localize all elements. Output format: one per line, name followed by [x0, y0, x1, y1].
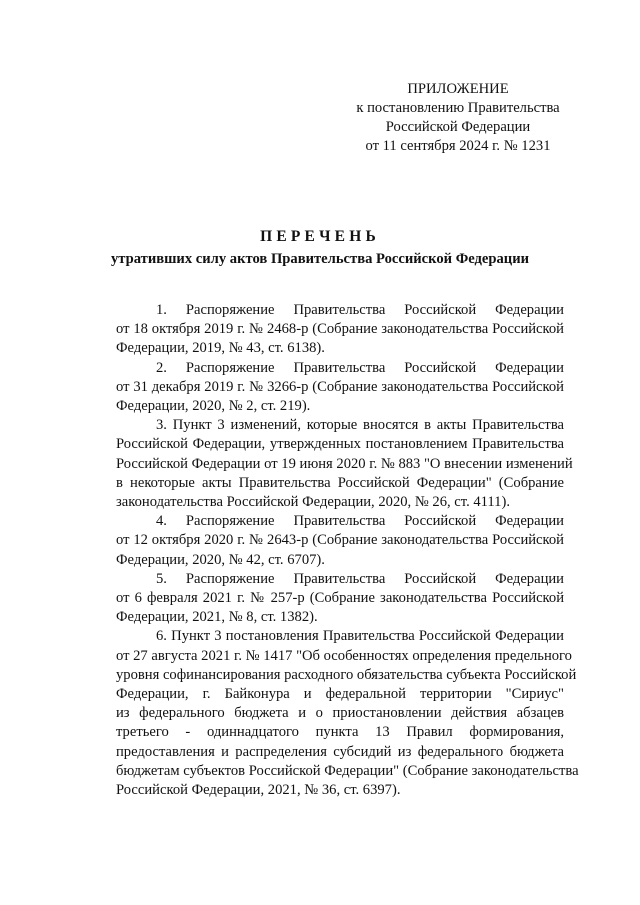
item-line: 4. Распоряжение Правительства Российской Федерации — [156, 513, 564, 530]
document-title: ПЕРЕЧЕНЬ — [260, 228, 380, 245]
acts-list — [76, 301, 579, 800]
list-item — [76, 570, 564, 628]
item-line: законодательства Российской Федерации, 2020, № 26, ст. 4111). — [116, 494, 510, 511]
item-line: Российской Федерации, 2021, № 36, ст. 6397). — [116, 782, 401, 799]
item-line: Федерации, 2021, № 8, ст. 1382). — [116, 609, 318, 626]
item-line: 5. Распоряжение Правительства Российской Федерации — [156, 570, 564, 587]
item-line: в некоторые акты Правительства Российской Федерации" (Собрание — [116, 474, 564, 491]
item-line: от 31 декабря 2019 г. № 3266-р (Собрание законодательства Российской — [116, 378, 564, 395]
appendix-label: ПРИЛОЖЕНИЕ — [407, 81, 509, 97]
item-line: предоставления и распределения субсидий из федерального бюджета — [116, 743, 564, 760]
item-line: уровня софинансирования расходного обязательства субъекта Российской — [116, 666, 577, 683]
item-line: 6. Пункт 3 постановления Правительства Российской Федерации — [156, 628, 564, 645]
item-line: от 12 октября 2020 г. № 2643-р (Собрание законодательства Российской — [116, 532, 564, 549]
item-line: Федерации, 2020, № 2, ст. 219). — [116, 398, 311, 415]
item-line: 3. Пункт 3 изменений, которые вносятся в акты Правительства — [156, 417, 564, 434]
list-item — [76, 359, 564, 417]
item-line: Федерации, г. Байконура и федеральной территории "Сириус" — [116, 686, 564, 703]
item-line: 1. Распоряжение Правительства Российской Федерации — [156, 302, 564, 318]
item-line: Федерации, 2019, № 43, ст. 6138). — [116, 340, 325, 357]
item-line: 2. Распоряжение Правительства Российской Федерации — [156, 359, 564, 376]
list-item — [76, 301, 564, 359]
item-line: Федерации, 2020, № 42, ст. 6707). — [116, 551, 325, 568]
item-line: из федерального бюджета и о приостановлении действия абзацев — [116, 705, 564, 722]
appendix-government-line: Российской Федерации — [385, 119, 531, 135]
appendix-resolution-line: к постановлению Правительства — [356, 100, 560, 116]
appendix-date-number-line: от 11 сентября 2024 г. № 1231 — [365, 138, 551, 154]
item-line: от 18 октября 2019 г. № 2468-р (Собрание законодательства Российской — [116, 321, 564, 338]
appendix-header — [330, 80, 586, 156]
list-item — [76, 512, 564, 570]
item-line: бюджетам субъектов Российской Федерации" (Собрание законодательства — [116, 762, 579, 779]
item-line: от 6 февраля 2021 г. № 257-р (Собрание законодательства Российской — [116, 590, 564, 607]
item-line: Российской Федерации, утвержденных постановлением Правительства — [116, 436, 564, 453]
list-item — [76, 416, 573, 512]
item-line: третьего - одиннадцатого пункта 13 Правил формирования, — [116, 724, 564, 741]
document-subtitle: утративших силу актов Правительства Российской Федерации — [110, 251, 530, 267]
item-line: от 27 августа 2021 г. № 1417 "Об особенностях определения предельного — [116, 647, 572, 664]
list-item — [76, 627, 579, 800]
item-line: Российской Федерации от 19 июня 2020 г. № 883 "О внесении изменений — [116, 455, 573, 472]
